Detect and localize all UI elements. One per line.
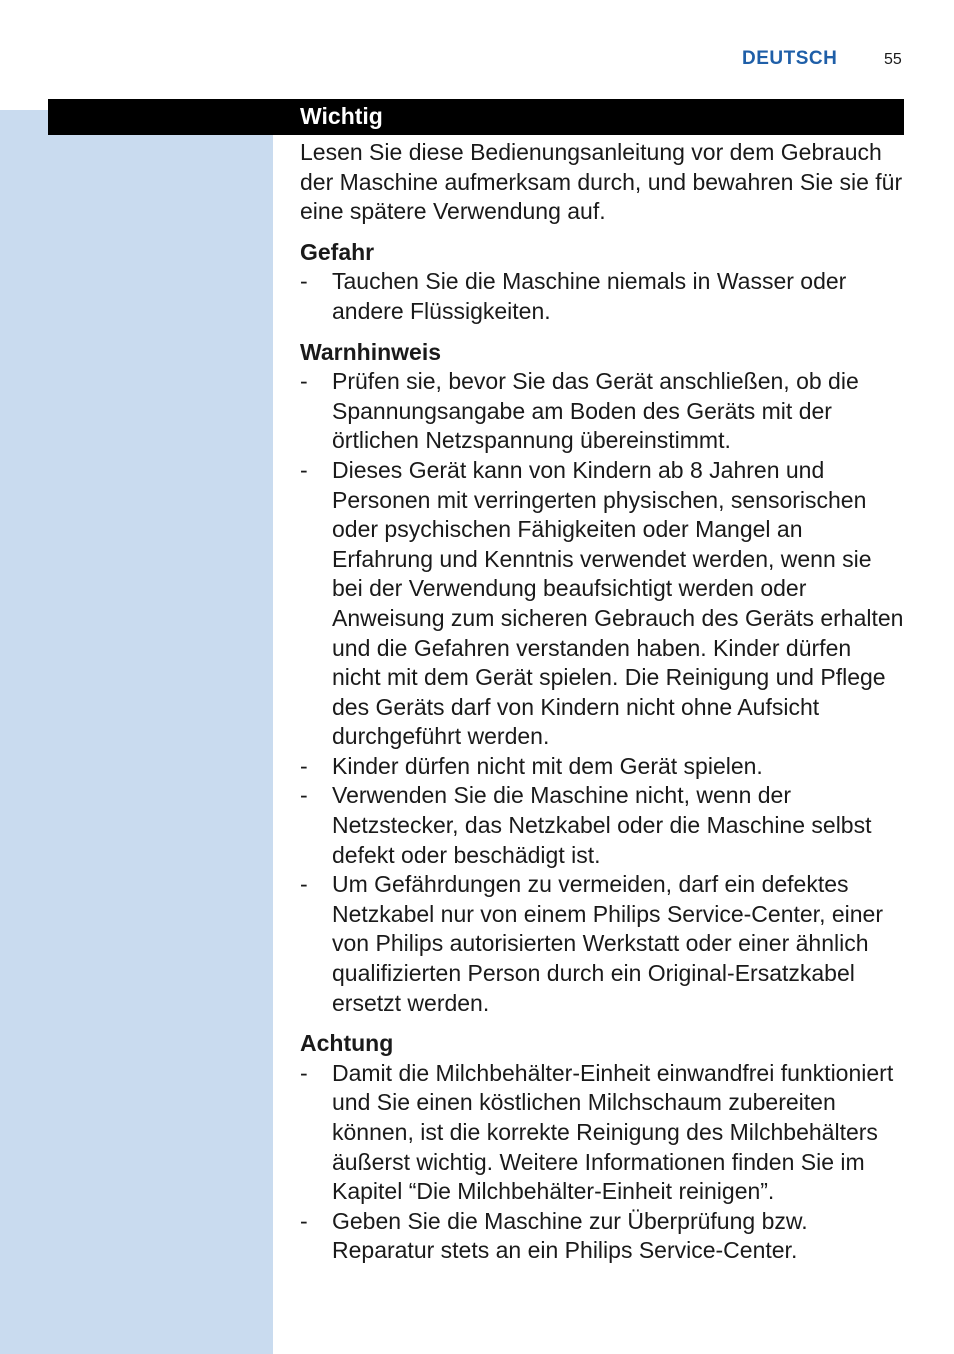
language-label: DEUTSCH: [742, 48, 838, 69]
sidebar-panel: [0, 110, 273, 1354]
achtung-list: [300, 1059, 904, 1266]
main-content: [300, 138, 904, 1266]
list-item: - Dieses Gerät kann von Kindern ab 8 Jahren und Personen mit verringerten physischen, sensorischen oder psychischen Fähigkeiten oder Mangel an Erfahrung und Kenntnis verwendet werden, wenn sie bei der Verwendung beaufsichtigt werden oder Anweisung zum sicheren Gebrauch des Geräts erhalten und die Gefahren verstanden haben. Kinder dürfen nicht mit dem Gerät spielen. Die Reinigung und Pflege des Geräts darf von Kindern nicht ohne Aufsicht durchgeführt werden.: [300, 456, 904, 752]
warnhinweis-list: [300, 367, 904, 1018]
section-title: Wichtig: [300, 103, 383, 129]
list-item: - Verwenden Sie die Maschine nicht, wenn der Netzstecker, das Netzkabel oder die Maschine selbst defekt oder beschädigt ist.: [300, 781, 904, 870]
list-item: - Um Gefährdungen zu vermeiden, darf ein defektes Netzkabel nur von einem Philips Service-Center, einer von Philips autorisierten Werkstatt oder einer ähnlich qualifizierten Person durch ein Original-Ersatzkabel ersetzt werden.: [300, 870, 904, 1018]
list-item: - Geben Sie die Maschine zur Überprüfung bzw. Reparatur stets an ein Philips Service-Center.: [300, 1207, 904, 1266]
list-item: - Tauchen Sie die Maschine niemals in Wasser oder andere Flüssigkeiten.: [300, 267, 904, 326]
list-item: - Prüfen sie, bevor Sie das Gerät anschließen, ob die Spannungsangabe am Boden des Geräts mit der örtlichen Netzspannung übereinstimmt.: [300, 367, 904, 456]
list-item: - Kinder dürfen nicht mit dem Gerät spielen.: [300, 752, 904, 782]
warnhinweis-heading: Warnhinweis: [300, 338, 441, 365]
section-title-bar: [48, 99, 904, 135]
gefahr-list: [300, 267, 904, 326]
page-number: 55: [884, 51, 902, 68]
list-item: - Damit die Milchbehälter-Einheit einwandfrei funktioniert und Sie einen köstlichen Milchschaum zubereiten können, ist die korrekte Reinigung des Milchbehälters äußerst wichtig. Weitere Informationen finden Sie im Kapitel “Die Milchbehälter-Einheit reinigen”.: [300, 1059, 904, 1207]
intro-paragraph: Lesen Sie diese Bedienungsanleitung vor dem Gebrauch der Maschine aufmerksam durch, und bewahren Sie sie für eine spätere Verwendung auf.: [300, 139, 903, 225]
achtung-heading: Achtung: [300, 1030, 394, 1057]
gefahr-heading: Gefahr: [300, 238, 375, 265]
